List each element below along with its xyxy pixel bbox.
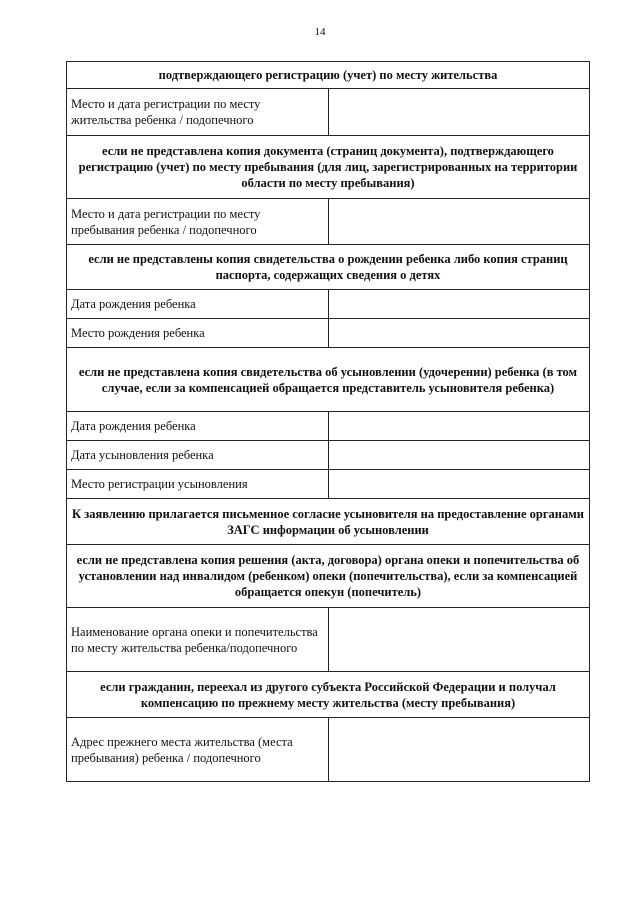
form-row xyxy=(67,608,590,672)
section-header: если гражданин, переехал из другого субъекта Российской Федерации и получал компенсацию по прежнему месту жительства (месту пребывания) xyxy=(67,672,590,718)
field-label: Дата рождения ребенка xyxy=(67,412,329,441)
section-header-row xyxy=(67,672,590,718)
field-value[interactable] xyxy=(328,441,590,470)
field-label: Наименование органа опеки и попечительства по месту жительства ребенка/подопечного xyxy=(67,608,329,672)
field-value[interactable] xyxy=(328,290,590,319)
field-label: Место рождения ребенка xyxy=(67,319,329,348)
section-header: К заявлению прилагается письменное согласие усыновителя на предоставление органами ЗАГС информации об усыновлении xyxy=(67,499,590,545)
form-row xyxy=(67,89,590,136)
field-label: Место и дата регистрации по месту жительства ребенка / подопечного xyxy=(67,89,329,136)
field-label: Дата рождения ребенка xyxy=(67,290,329,319)
section-header-row xyxy=(67,136,590,199)
section-header-row xyxy=(67,348,590,412)
section-header-row xyxy=(67,245,590,290)
field-value[interactable] xyxy=(328,608,590,672)
section-header: если не представлена копия решения (акта, договора) органа опеки и попечительства об установлении над инвалидом (ребенком) опеки (попечительства), если за компенсацией обращается опекун (попечитель) xyxy=(67,545,590,608)
field-value[interactable] xyxy=(328,718,590,782)
section-header-row xyxy=(67,499,590,545)
field-value[interactable] xyxy=(328,199,590,245)
form-row xyxy=(67,290,590,319)
field-label: Место регистрации усыновления xyxy=(67,470,329,499)
field-label: Адрес прежнего места жительства (места пребывания) ребенка / подопечного xyxy=(67,718,329,782)
field-label: Место и дата регистрации по месту пребывания ребенка / подопечного xyxy=(67,199,329,245)
form-row xyxy=(67,199,590,245)
form-row xyxy=(67,319,590,348)
form-row xyxy=(67,718,590,782)
form-row xyxy=(67,412,590,441)
section-header: если не представлена копия свидетельства об усыновлении (удочерении) ребенка (в том случае, если за компенсацией обращается представитель усыновителя ребенка) xyxy=(67,348,590,412)
field-label: Дата усыновления ребенка xyxy=(67,441,329,470)
field-value[interactable] xyxy=(328,319,590,348)
form-row xyxy=(67,441,590,470)
field-value[interactable] xyxy=(328,470,590,499)
section-header-row xyxy=(67,545,590,608)
section-header: если не представлена копия документа (страниц документа), подтверждающего регистрацию (учет) по месту пребывания (для лиц, зарегистрированных на территории области по месту пребывания) xyxy=(67,136,590,199)
application-form-table xyxy=(66,61,590,782)
section-header: если не представлены копия свидетельства о рождении ребенка либо копия страниц паспорта, содержащих сведения о детях xyxy=(67,245,590,290)
form-row xyxy=(67,470,590,499)
section-header: подтверждающего регистрацию (учет) по месту жительства xyxy=(67,62,590,89)
field-value[interactable] xyxy=(328,89,590,136)
field-value[interactable] xyxy=(328,412,590,441)
section-header-row xyxy=(67,62,590,89)
page-number: 14 xyxy=(314,26,326,38)
